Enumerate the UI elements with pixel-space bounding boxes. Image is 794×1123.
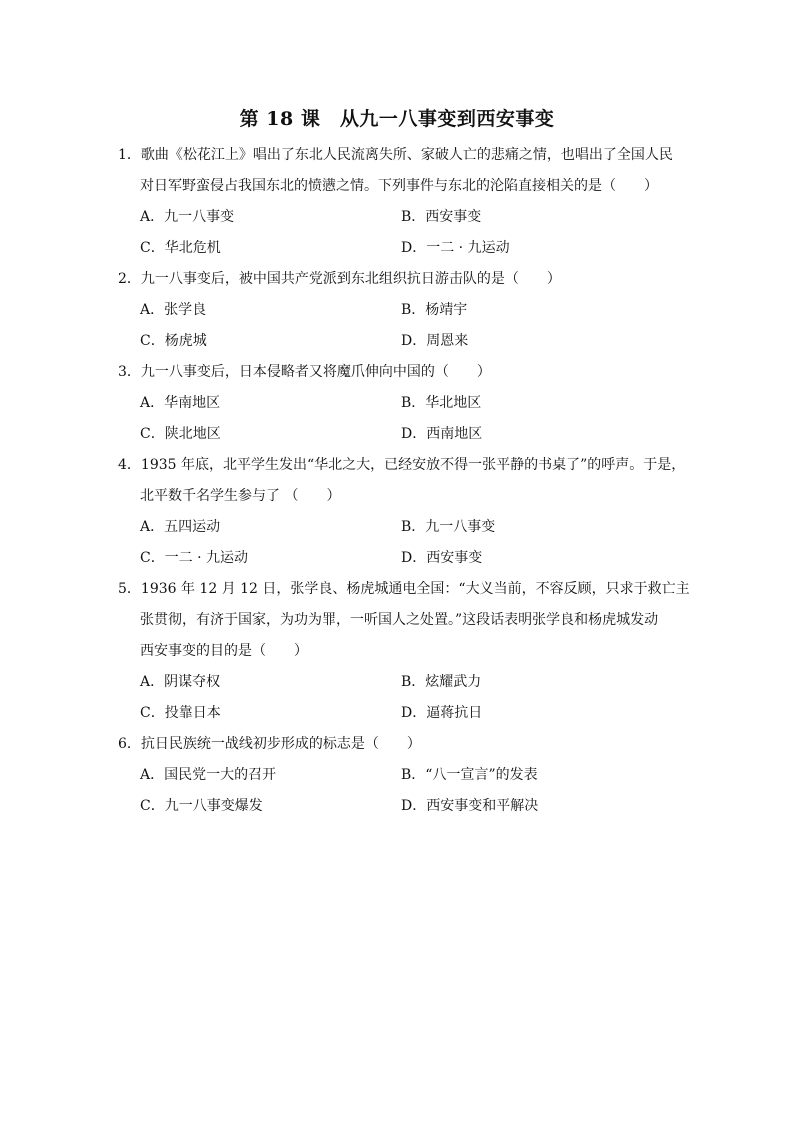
option-row	[118, 791, 688, 822]
option-row	[118, 760, 688, 791]
option-d: D．西安事变	[401, 550, 483, 566]
option-b: B．西安事变	[401, 209, 482, 225]
question-stem-line: 张贯彻，有济于国家，为功为罪，一听国人之处置。”这段话表明张学良和杨虎城发动	[140, 612, 659, 628]
question-stem-line: 4．1935 年底，北平学生发出“华北之大，已经安放不得一张平静的书桌了”的呼声。于是，	[118, 457, 686, 473]
option-row	[118, 326, 688, 357]
option-c: C．华北危机	[140, 240, 221, 256]
question-5	[118, 574, 688, 729]
option-c: C．陕北地区	[140, 426, 221, 442]
question-1	[118, 140, 688, 264]
question-stem-line: 6．抗日民族统一战线初步形成的标志是（ ）	[118, 736, 421, 752]
question-6	[118, 729, 688, 822]
option-b: B．“八一宣言”的发表	[401, 767, 538, 783]
option-a: A．华南地区	[140, 395, 221, 411]
option-b: B．九一八事变	[401, 519, 496, 535]
question-stem-line: 北平数千名学生参与了 （ ）	[140, 488, 341, 504]
question-stem-line: 对日军野蛮侵占我国东北的愤懑之情。下列事件与东北的沦陷直接相关的是（ ）	[140, 178, 658, 194]
option-d: D．西安事变和平解决	[401, 798, 539, 814]
option-b: B．杨靖宇	[401, 302, 468, 318]
question-stem-line: 2．九一八事变后，被中国共产党派到东北组织抗日游击队的是（ ）	[118, 271, 561, 287]
option-row	[118, 419, 688, 450]
question-stem-line: 1．歌曲《松花江上》唱出了东北人民流离失所、家破人亡的悲痛之情，也唱出了全国人民	[118, 147, 673, 163]
option-a: A．阴谋夺权	[140, 674, 221, 690]
option-c: C．杨虎城	[140, 333, 207, 349]
option-a: A．张学良	[140, 302, 207, 318]
option-d: D．逼蒋抗日	[401, 705, 483, 721]
option-row	[118, 202, 688, 233]
option-row	[118, 233, 688, 264]
option-row	[118, 698, 688, 729]
option-d: D．西南地区	[401, 426, 483, 442]
question-stem-line: 5．1936 年 12 月 12 日，张学良、杨虎城通电全国：“大义当前，不容反顾，只求于救亡主	[118, 581, 690, 597]
option-row	[118, 512, 688, 543]
option-row	[118, 667, 688, 698]
option-d: D．一二 · 九运动	[401, 240, 510, 256]
option-row	[118, 388, 688, 419]
option-c: C．九一八事变爆发	[140, 798, 263, 814]
question-3	[118, 357, 688, 450]
option-a: A．国民党一大的召开	[140, 767, 277, 783]
question-2	[118, 264, 688, 357]
option-a: A．五四运动	[140, 519, 221, 535]
question-list	[118, 140, 688, 822]
option-row	[118, 543, 688, 574]
question-stem-line: 3．九一八事变后，日本侵略者又将魔爪伸向中国的（ ）	[118, 364, 491, 380]
option-c: C．一二 · 九运动	[140, 550, 249, 566]
option-row	[118, 295, 688, 326]
question-4	[118, 450, 688, 574]
option-b: B．炫耀武力	[401, 674, 482, 690]
option-a: A．九一八事变	[140, 209, 235, 225]
option-b: B．华北地区	[401, 395, 482, 411]
option-d: D．周恩来	[401, 333, 469, 349]
option-c: C．投靠日本	[140, 705, 221, 721]
lesson-title: 第 18 课 从九一八事变到西安事变	[239, 108, 555, 130]
question-stem-line: 西安事变的目的是（ ）	[140, 643, 308, 659]
